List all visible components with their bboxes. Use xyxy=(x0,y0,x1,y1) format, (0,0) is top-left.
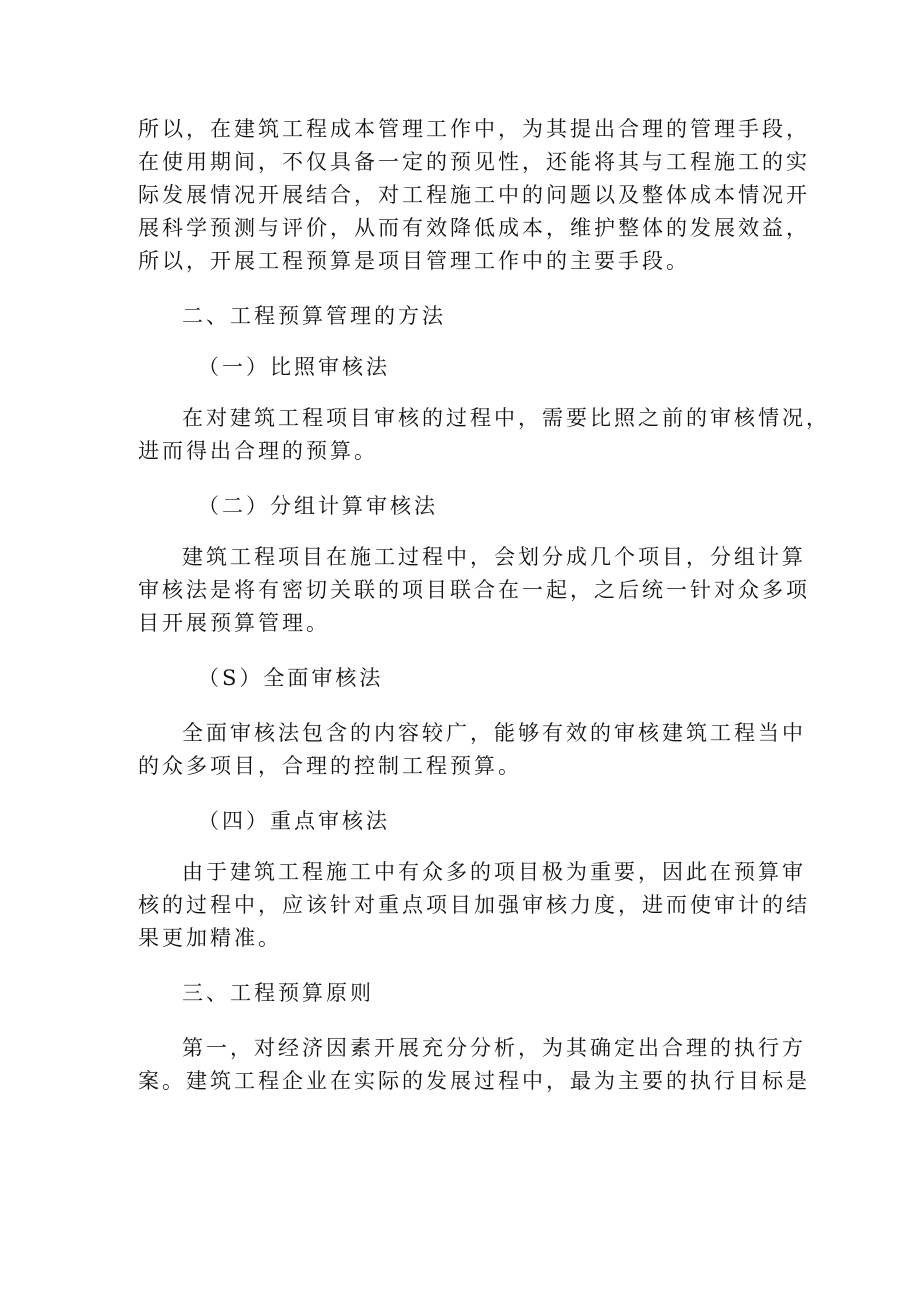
text-line: 所以，开展工程预算是项目管理工作中的主要手段。 xyxy=(138,249,690,273)
subheading-comparison-review: （一）比照审核法 xyxy=(198,355,390,379)
paragraph-full-review xyxy=(138,717,806,783)
paragraph-economic-factors xyxy=(138,1032,810,1098)
text-line: 由于建筑工程施工中有众多的项目极为重要，因此在预算审 xyxy=(182,860,806,884)
text-line: 第一，对经济因素开展充分分析，为其确定出合理的执行方 xyxy=(182,1036,806,1060)
subheading-full-review: （S）全面审核法 xyxy=(198,666,384,690)
text-line: 案。建筑工程企业在实际的发展过程中，最为主要的执行目标是 xyxy=(138,1069,810,1093)
subheading-group-calculation: （二）分组计算审核法 xyxy=(198,494,438,518)
text-line: 进而得出合理的预算。 xyxy=(138,439,378,463)
text-line: 际发展情况开展结合，对工程施工中的问题以及整体成本情况开 xyxy=(138,183,810,207)
text-line: 的众多项目，合理的控制工程预算。 xyxy=(138,754,522,778)
section-heading-principles: 三、工程预算原则 xyxy=(182,981,374,1005)
text-line: 审核法是将有密切关联的项目联合在一起，之后统一针对众多项 xyxy=(138,578,810,602)
text-line: 所以，在建筑工程成本管理工作中，为其提出合理的管理手段， xyxy=(138,117,810,141)
text-line: 全面审核法包含的内容较广，能够有效的审核建筑工程当中 xyxy=(182,721,806,745)
paragraph-cost-management xyxy=(138,113,810,278)
text-line: 在对建筑工程项目审核的过程中，需要比照之前的审核情况， xyxy=(182,406,830,430)
paragraph-comparison-review xyxy=(138,402,830,468)
subheading-key-review: （四）重点审核法 xyxy=(198,809,390,833)
text-line: 目开展预算管理。 xyxy=(138,611,330,635)
section-heading-methods: 二、工程预算管理的方法 xyxy=(182,304,446,328)
paragraph-key-review xyxy=(138,856,810,955)
text-line: 建筑工程项目在施工过程中，会划分成几个项目，分组计算 xyxy=(182,545,806,569)
document-page xyxy=(138,113,830,1098)
text-line: 核的过程中，应该针对重点项目加强审核力度，进而使审计的结 xyxy=(138,893,810,917)
text-line: 在使用期间，不仅具备一定的预见性，还能将其与工程施工的实 xyxy=(138,150,810,174)
paragraph-group-calculation xyxy=(138,541,810,640)
text-line: 果更加精准。 xyxy=(138,926,282,950)
text-line: 展科学预测与评价，从而有效降低成本，维护整体的发展效益， xyxy=(138,216,810,240)
